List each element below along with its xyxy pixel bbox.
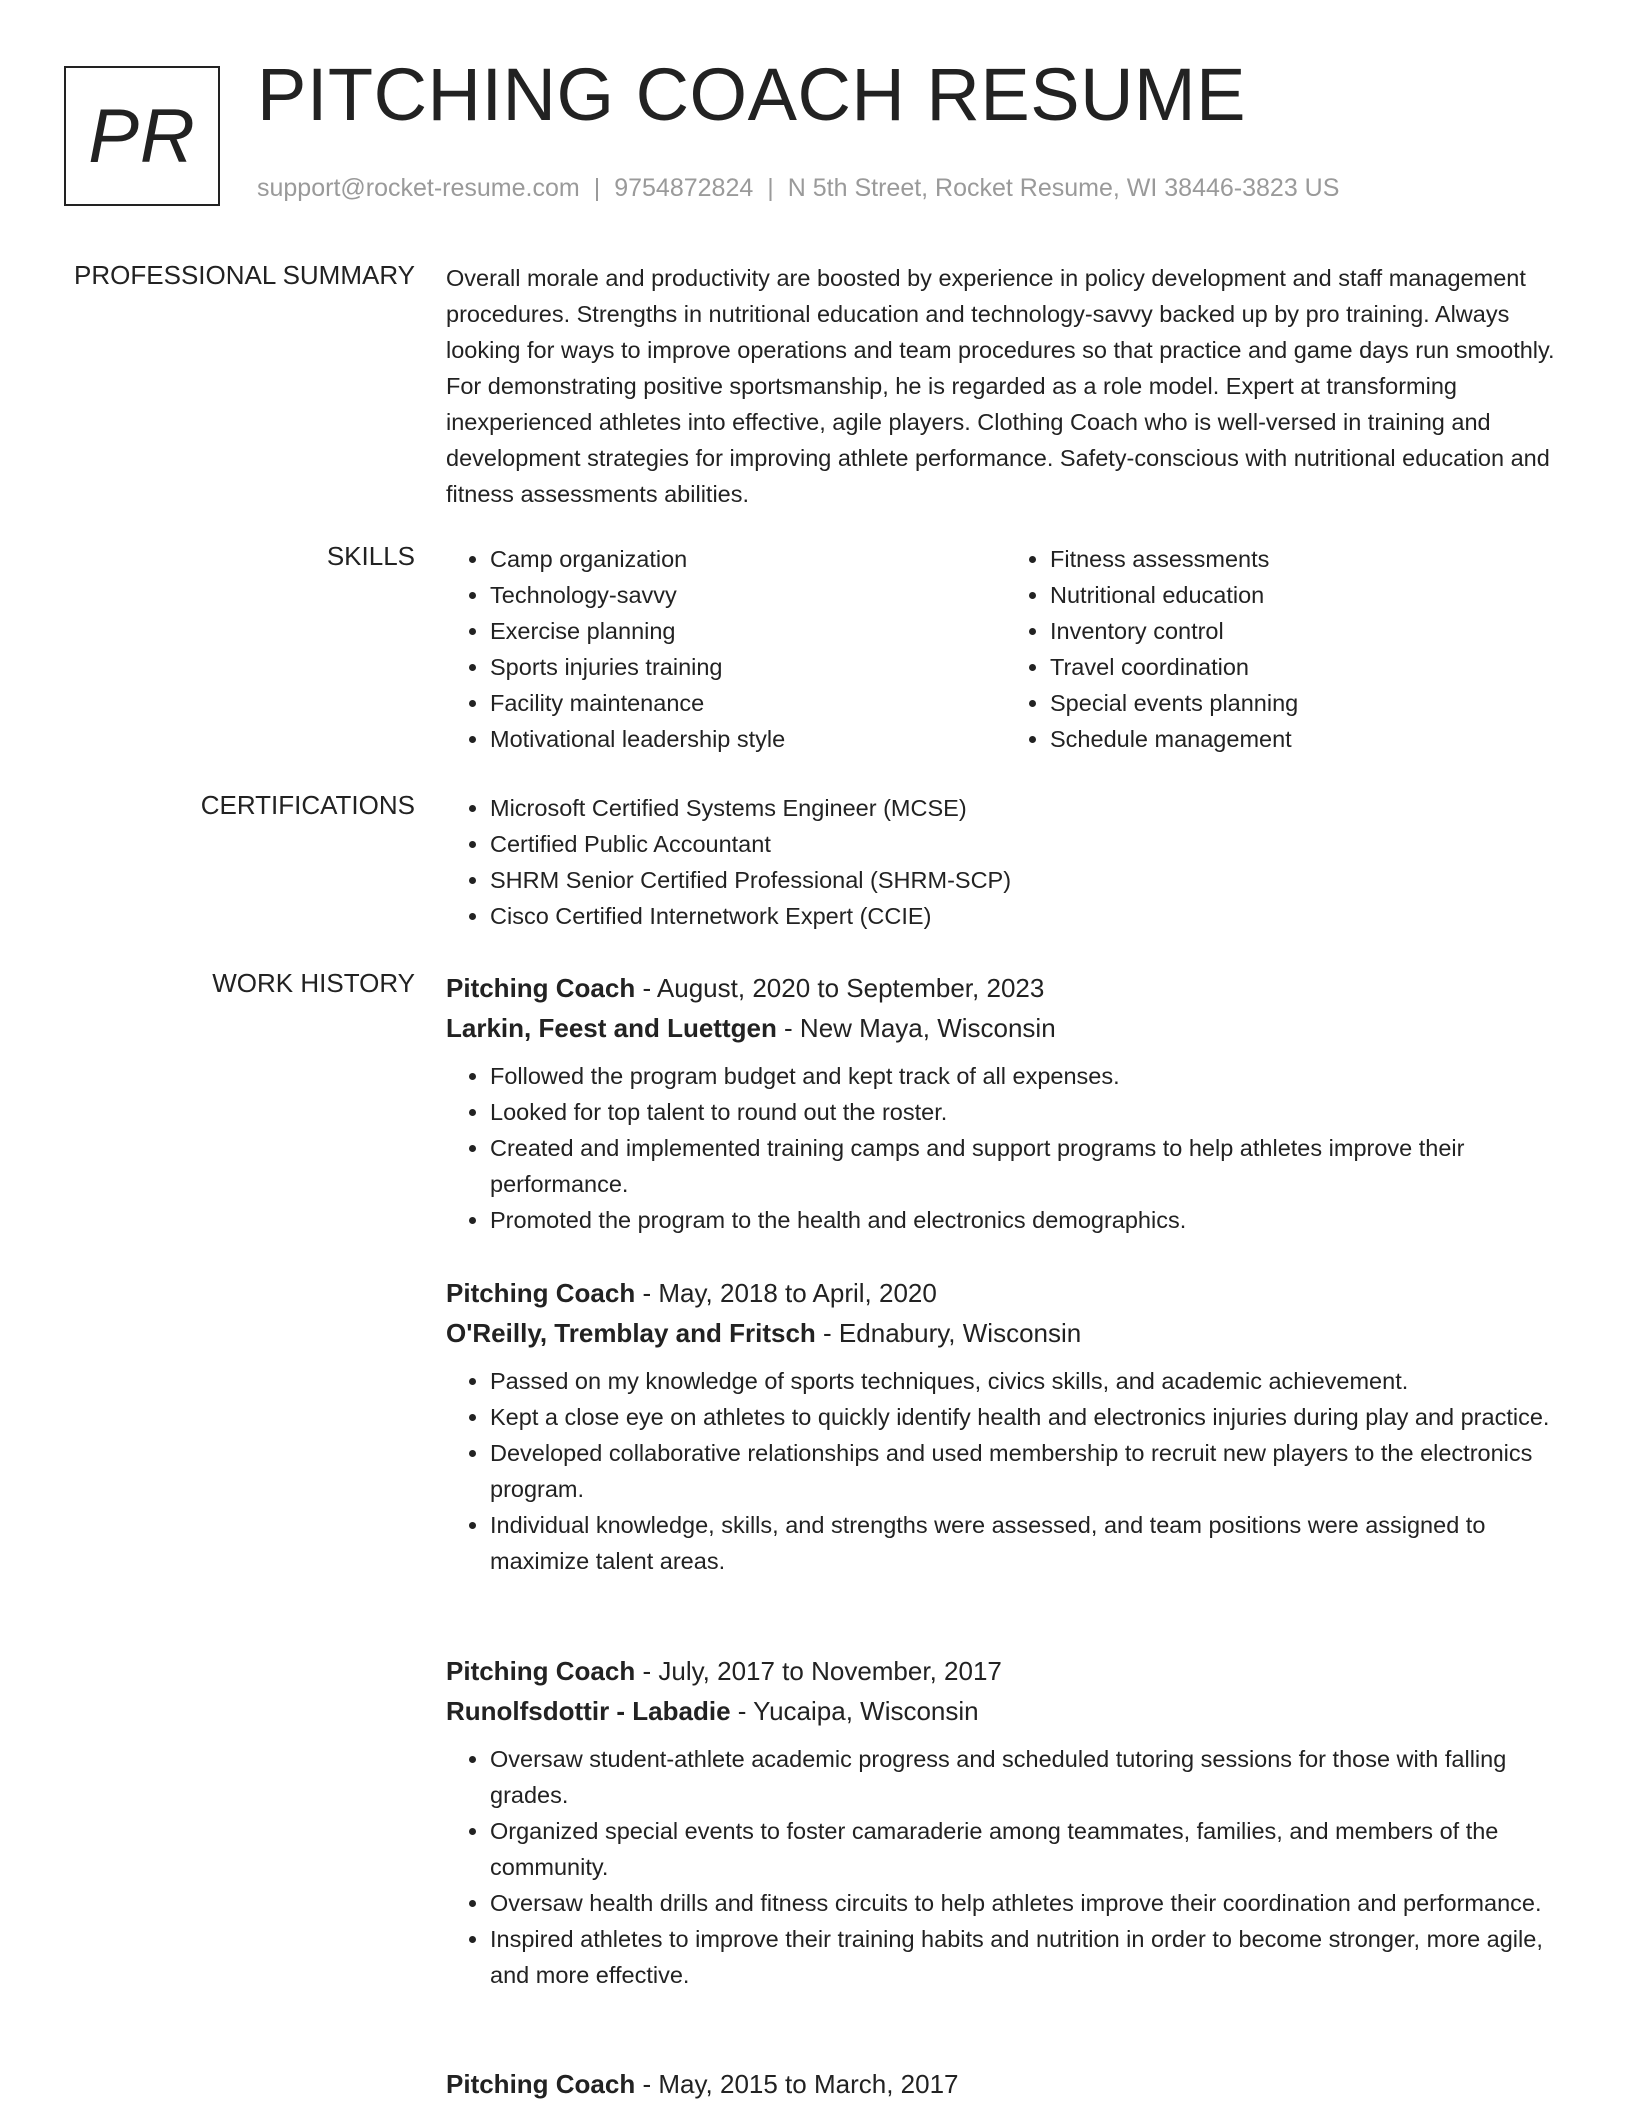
skill-item: • Camp organization [490, 541, 1006, 577]
skill-item: • Nutritional education [1050, 577, 1566, 613]
contact-separator: | [593, 174, 601, 202]
contact-email[interactable]: support@rocket-resume.com [257, 174, 580, 202]
job-title-line [446, 2064, 1566, 2104]
skill-item: • Inventory control [1050, 613, 1566, 649]
job-title: Pitching Coach [446, 1278, 636, 1308]
job-bullet: • Looked for top talent to round out the roster. [490, 1094, 1566, 1130]
job-dates: - August, 2020 to September, 2023 [635, 973, 1045, 1003]
job-title-line [446, 1651, 1566, 1691]
job-bullet: • Kept a close eye on athletes to quickly identify health and electronics injuries during play and practice. [490, 1399, 1566, 1435]
certifications-heading: CERTIFICATIONS [200, 790, 415, 820]
skills-list-right [1006, 541, 1566, 757]
job-company-line [446, 1008, 1566, 1048]
job-entry [446, 968, 1566, 1238]
job-title: Pitching Coach [446, 2069, 636, 2099]
summary-body [446, 260, 1566, 512]
job-company: Larkin, Feest and Luettgen [446, 1013, 777, 1043]
certifications-list [446, 790, 1566, 934]
skill-item: • Special events planning [1050, 685, 1566, 721]
skill-item: • Facility maintenance [490, 685, 1006, 721]
skills-body [446, 541, 1566, 757]
job-company: O'Reilly, Tremblay and Fritsch [446, 1318, 816, 1348]
job-bullet: • Organized special events to foster camaraderie among teammates, families, and members of the community. [490, 1813, 1566, 1885]
page-title: PITCHING COACH RESUME [257, 53, 1247, 136]
skills-heading: SKILLS [326, 541, 415, 571]
skill-item: • Exercise planning [490, 613, 1006, 649]
job-bullet: • Individual knowledge, skills, and strengths were assessed, and team positions were assigned to maximize talent areas. [490, 1507, 1566, 1579]
certifications-body [446, 790, 1566, 934]
monogram-logo: PR [64, 66, 220, 206]
contact-line [257, 174, 1339, 203]
skill-item: • Fitness assessments [1050, 541, 1566, 577]
job-company: Runolfsdottir - Labadie [446, 1696, 731, 1726]
job-bullet: • Oversaw student-athlete academic progress and scheduled tutoring sessions for those with falling grades. [490, 1741, 1566, 1813]
skill-item: • Schedule management [1050, 721, 1566, 757]
skill-item: • Sports injuries training [490, 649, 1006, 685]
job-title-line [446, 968, 1566, 1008]
job-bullets [446, 1058, 1566, 1238]
job-bullet: • Developed collaborative relationships and used membership to recruit new players to the electronics program. [490, 1435, 1566, 1507]
job-entry [446, 2064, 1566, 2104]
job-bullet: • Oversaw health drills and fitness circuits to help athletes improve their coordination and performance. [490, 1885, 1566, 1921]
certification-item: • Microsoft Certified Systems Engineer (MCSE) [490, 790, 1566, 826]
job-location: - Yucaipa, Wisconsin [730, 1696, 979, 1726]
job-company-line [446, 1313, 1566, 1353]
skill-item: • Travel coordination [1050, 649, 1566, 685]
job-bullets [446, 1363, 1566, 1579]
job-entry [446, 1651, 1566, 1993]
job-location: - Ednabury, Wisconsin [815, 1318, 1082, 1348]
contact-phone[interactable]: 9754872824 [614, 174, 754, 202]
job-company-line [446, 1691, 1566, 1731]
job-title: Pitching Coach [446, 1656, 636, 1686]
job-title: Pitching Coach [446, 973, 636, 1003]
certification-item: • Certified Public Accountant [490, 826, 1566, 862]
job-location: - New Maya, Wisconsin [776, 1013, 1056, 1043]
skill-item: • Technology-savvy [490, 577, 1006, 613]
job-bullet: • Inspired athletes to improve their training habits and nutrition in order to become stronger, more agile, and more effective. [490, 1921, 1566, 1993]
certification-item: • Cisco Certified Internetwork Expert (CCIE) [490, 898, 1566, 934]
job-entry [446, 1273, 1566, 1579]
certification-item: • SHRM Senior Certified Professional (SHRM-SCP) [490, 862, 1566, 898]
work-history-heading: WORK HISTORY [212, 968, 415, 998]
skills-list-left [446, 541, 1006, 757]
contact-separator: | [767, 174, 774, 202]
job-dates: - May, 2015 to March, 2017 [635, 2069, 959, 2099]
job-dates: - July, 2017 to November, 2017 [635, 1656, 1002, 1686]
job-title-line [446, 1273, 1566, 1313]
skill-item: • Motivational leadership style [490, 721, 1006, 757]
job-bullet: • Followed the program budget and kept track of all expenses. [490, 1058, 1566, 1094]
job-bullet: • Promoted the program to the health and electronics demographics. [490, 1202, 1566, 1238]
job-bullet: • Passed on my knowledge of sports techniques, civics skills, and academic achievement. [490, 1363, 1566, 1399]
job-bullet: • Created and implemented training camps and support programs to help athletes improve their performance. [490, 1130, 1566, 1202]
job-dates: - May, 2018 to April, 2020 [635, 1278, 937, 1308]
job-bullets [446, 1741, 1566, 1993]
summary-heading: PROFESSIONAL SUMMARY [74, 260, 415, 290]
summary-text: Overall morale and productivity are boosted by experience in policy development and staff management procedures. Strengths in nutritional education and technology-savvy backed up by pro training. Always looking for ways to improve operations and team procedures so that practice and game days run smoothly. For demonstrating positive sportsmanship, he is regarded as a role model. Expert at transforming inexperienced athletes into effective, agile players. Clothing Coach who is well-versed in training and development strategies for improving athlete performance. Safety-conscious with nutritional education and fitness assessments abilities. [446, 265, 1555, 507]
contact-address: N 5th Street, Rocket Resume, WI 38446-3823 US [787, 174, 1340, 202]
